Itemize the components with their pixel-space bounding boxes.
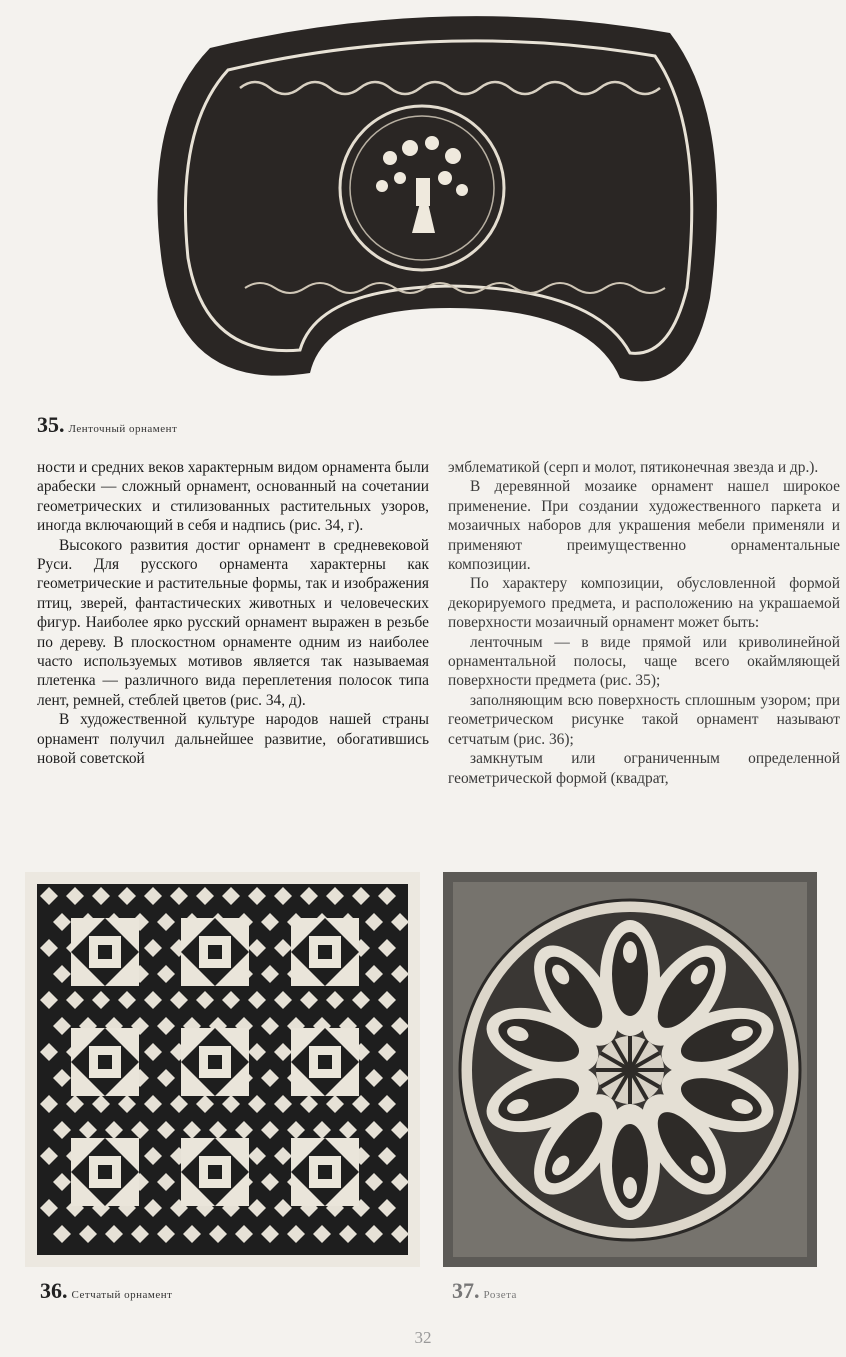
figure-36-caption [40, 1278, 172, 1304]
figure-35-number: 35. [37, 412, 65, 437]
mesh-block-center [208, 1165, 222, 1179]
mesh-block-center [318, 1165, 332, 1179]
paragraph: ности и средних веков характерным видом орнамента были арабески — сложный орнамент, основанный на сочетании геометрических и стилизованных растительных узоров, иногда включающий в себя и надпись (рис. 34, г). [37, 459, 429, 535]
mesh-block-center [98, 945, 112, 959]
figure-36-number: 36. [40, 1278, 68, 1303]
mesh-block-center [208, 945, 222, 959]
mesh-block-center [318, 945, 332, 959]
text-column-right [448, 458, 840, 788]
figure-37-caption [452, 1278, 517, 1304]
paragraph: замкнутым или ограниченным определенной геометрической формой (квадрат, [448, 750, 840, 787]
mesh-ornament-figure [25, 872, 420, 1267]
mesh-block-center [318, 1055, 332, 1069]
mesh-block-center [208, 1055, 222, 1069]
text-column-left [37, 458, 429, 769]
paragraph: заполняющим всю поверхность сплошным узором; при геометрическом рисунке такой орнамент называют сетчатым (рис. 36); [448, 691, 840, 748]
figure-37-number: 37. [452, 1278, 480, 1303]
paragraph: эмблематикой (серп и молот, пятиконечная звезда и др.). [448, 459, 819, 476]
paragraph: В художественной культуре народов нашей страны орнамент получил дальнейшее развитие, обогатившись новой советской [37, 711, 429, 768]
rosette-ornament-figure [443, 872, 817, 1267]
page-number: 32 [414, 1328, 432, 1347]
paragraph: По характеру композиции, обусловленной формой декорируемого предмета, и расположению на украшаемой поверхности мозаичный орнамент может быть: [448, 575, 840, 632]
figure-35-caption [37, 412, 177, 438]
figure-35-title: Ленточный орнамент [68, 423, 178, 435]
paragraph: В деревянной мозаике орнамент нашел широкое применение. При создании художественного паркета и мозаичных наборов для украшения мебели применяли и применяют преимущественно орнаментальные композиции. [448, 478, 840, 574]
kidney-tray-ornament-figure [150, 8, 725, 393]
tray-outline [157, 16, 716, 381]
paragraph: ленточным — в виде прямой или криволинейной орнаментальной полосы, чаще всего окаймляющей поверхности предмета (рис. 35); [448, 633, 840, 690]
figure-37-title: Розета [483, 1289, 517, 1301]
figure-36-title: Сетчатый орнамент [71, 1289, 173, 1301]
mesh-block-center [98, 1055, 112, 1069]
paragraph: Высокого развития достиг орнамент в средневековой Руси. Для русского орнамента характерны как геометрические и растительные формы, так и изображения птиц, зверей, фантастических животных и человеческих фигур. Наиболее ярко русский орнамент выражен в резьбе по дереву. В плоскостном орнаменте одним из наиболее часто используемых мотивов является так называемая плетенка — различного вида переплетения полосок типа лент, ремней, стеблей цветов (рис. 34, д). [37, 536, 429, 709]
mesh-block-center [98, 1165, 112, 1179]
